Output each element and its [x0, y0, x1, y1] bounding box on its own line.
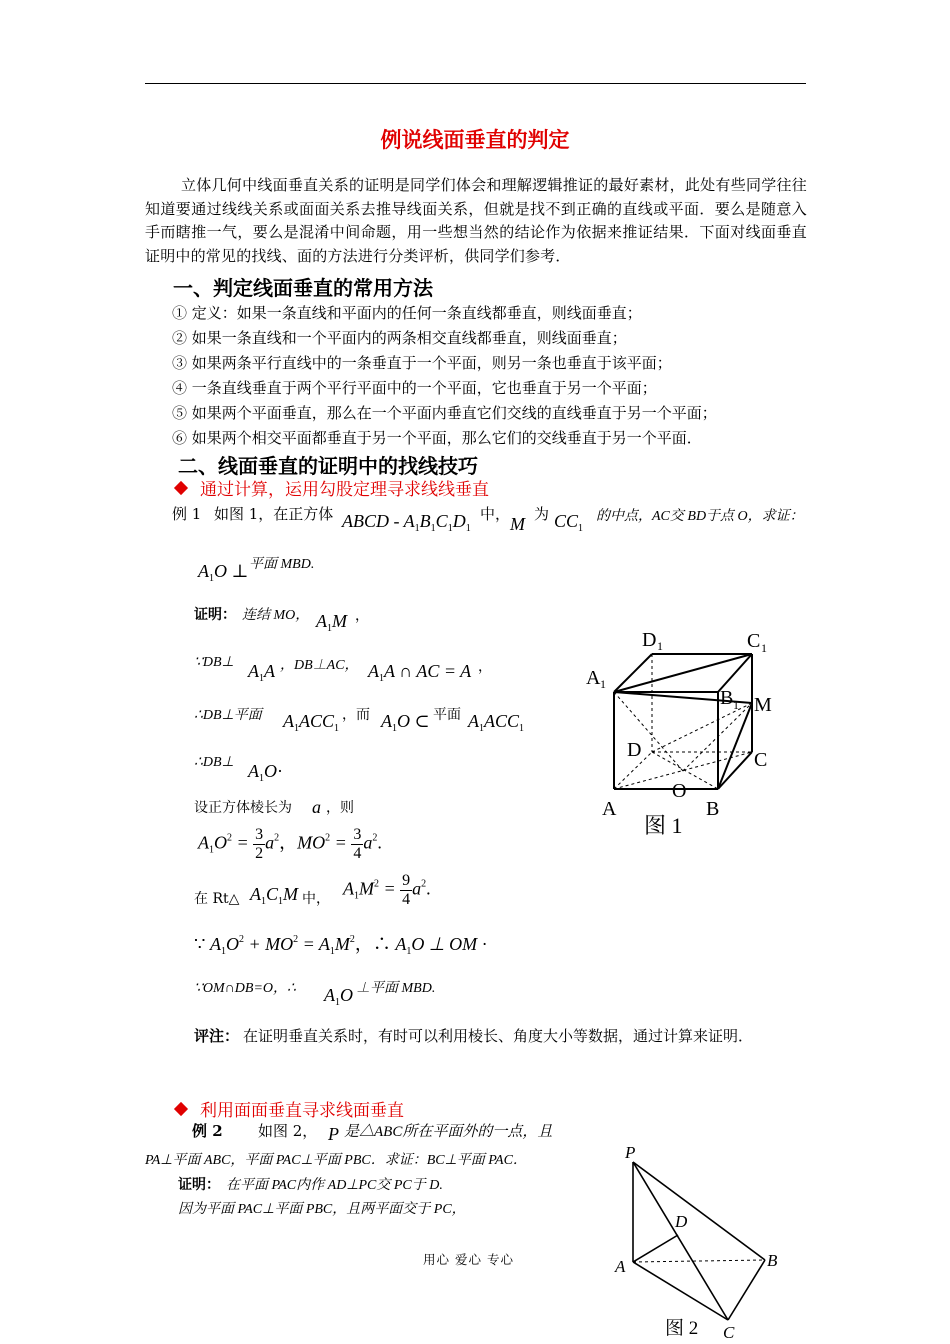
- math-eq-A1M2: $A_1M^2$ = $\frac{9}{4}$ $a^2$.: [343, 872, 431, 908]
- method-item: ③ 如果两条平行直线中的一条垂直于一个平面，则另一条也垂直于该平面；: [172, 354, 672, 372]
- header-rule: [145, 83, 806, 84]
- math-cube-name: ABCD - $A_1B_1C_1D_1$: [342, 511, 471, 534]
- math-A1C1M: $A_1C_1M$: [250, 884, 299, 907]
- proof-line-5b: ，则: [326, 800, 354, 816]
- example-1-text-e: 平面 MBD.: [249, 557, 315, 572]
- method-item: ④ 一条直线垂直于两个平行平面中的一个平面，它也垂直于另一个平面；: [172, 379, 657, 397]
- math-A1ACC1: $A_1ACC_1$: [283, 711, 340, 734]
- subheading-1: 通过计算，运用勾股定理寻求线线垂直: [176, 475, 489, 500]
- example-1-text-a: 如图 1，在正方体: [214, 505, 334, 523]
- math-M: M: [510, 514, 525, 534]
- proof-line-7b: 中，: [302, 891, 330, 907]
- math-A1O-subset: $A_1O$ ⊂: [381, 711, 430, 734]
- subheading-2: 利用面面垂直寻求线面垂直: [176, 1096, 404, 1121]
- fig1-label-A1-sub: 1: [600, 677, 606, 691]
- fig2-label-C: C: [723, 1323, 735, 1342]
- fig2-label-P: P: [625, 1143, 636, 1162]
- fig1-label-A1: A: [586, 667, 601, 689]
- fig1-label-M: M: [754, 694, 772, 716]
- page-title: 例说线面垂直的判定: [380, 127, 570, 152]
- example-2-text-b: 是△ABC所在平面外的一点，且: [344, 1124, 553, 1140]
- fig1-label-B1: B: [720, 687, 734, 709]
- math-A1A: $A_1A$: [248, 661, 275, 684]
- fig2-label-D: D: [675, 1212, 688, 1231]
- proof-line-7a: 在 Rt△: [194, 891, 240, 907]
- math-P: P: [328, 1124, 339, 1144]
- figure-2-tetrahedron: [605, 1140, 790, 1344]
- example-2-proof-label: 证明：: [178, 1177, 220, 1193]
- example-2-line-2: PA⊥平面 ABC，平面 PAC⊥平面 PBC．求证：BC⊥平面 PAC．: [145, 1153, 527, 1168]
- fig1-label-O: O: [672, 780, 687, 802]
- proof-line-2a: ∵DB⊥: [194, 655, 234, 670]
- method-item: ⑤ 如果两个平面垂直，那么在一个平面内垂直它们交线的直线垂直于另一个平面；: [172, 404, 717, 422]
- diamond-bullet-icon: [174, 1102, 188, 1116]
- math-A1ACC1-b: $A_1ACC_1$: [468, 711, 525, 734]
- method-item: ② 如果一条直线和一个平面内的两条相交直线都垂直，则线面垂直；: [172, 329, 627, 347]
- figure-1-cube: [580, 622, 790, 842]
- example-2-proof-2: 因为平面 PAC⊥平面 PBC，且两平面交于 PC，: [178, 1202, 466, 1217]
- math-A1M: $A_1M$: [316, 611, 347, 634]
- math-CC1: $CC_1$: [554, 511, 584, 534]
- method-item: ⑥ 如果两个相交平面都垂直于另一个平面，那么它们的交线垂直于另一个平面．: [172, 429, 702, 447]
- proof-comma: ，: [478, 659, 492, 675]
- fig2-caption: 图 2: [665, 1318, 699, 1339]
- example-1-label: 例 1: [172, 505, 202, 523]
- example-2-label: 例 2: [192, 1122, 223, 1140]
- fig1-label-B: B: [706, 798, 720, 820]
- math-A1A-cap-AC: $A_1A$ ∩ AC = A: [368, 661, 472, 684]
- proof-comma: ，: [355, 608, 369, 624]
- math-A1O-perp: $A_1O$ ⊥: [198, 561, 249, 584]
- proof-line-9b: ⊥平面 MBD.: [356, 981, 436, 996]
- example-2-text-a: 如图 2，: [258, 1122, 318, 1140]
- proof-line-3a: ∴DB⊥平面: [194, 708, 262, 723]
- proof-line-3b: ，而: [342, 707, 370, 723]
- comment-text: 在证明垂直关系时，有时可以利用棱长、角度大小等数据，通过计算来证明．: [243, 1027, 754, 1045]
- math-because-sum: ∵ $A_1O^2 + MO^2 = A_1M^2$，∴ $A_1O$ ⊥ OM ·: [194, 934, 488, 957]
- page-footer: 用心 爱心 专心: [423, 1252, 514, 1267]
- proof-line-2b: ，DB⊥AC，: [280, 658, 359, 673]
- section-heading-1: 一、判定线面垂直的常用方法: [173, 276, 433, 300]
- example-1-text-d: 的中点，AC交 BD于点 O，求证：: [596, 509, 804, 524]
- fig1-label-C1: C: [747, 630, 761, 652]
- proof-line-3c: 平面: [433, 707, 461, 723]
- proof-line-9a: ∵OM∩DB=O，∴: [194, 981, 296, 996]
- fig1-caption: 图 1: [644, 813, 683, 838]
- comment-label: 评注：: [194, 1027, 240, 1045]
- example-1-text-b: 中，: [480, 505, 511, 523]
- fig2-label-B: B: [767, 1251, 778, 1270]
- fig1-label-D: D: [627, 739, 642, 761]
- fig1-label-B1-sub: 1: [733, 698, 739, 712]
- fig1-label-A: A: [602, 798, 617, 820]
- math-eq-A1O2: $A_1O^2$ = $\frac{3}{2}$ $a^2$，$MO^2$ = $\frac{3}{4}$ $a^2$.: [198, 826, 382, 862]
- section-heading-2: 二、线面垂直的证明中的找线技巧: [178, 454, 478, 478]
- proof-line-1: 连结 MO，: [242, 608, 310, 623]
- intro-paragraph: 立体几何中线面垂直关系的证明是同学们体会和理解逻辑推证的最好素材，此处有些同学往往知道要通过线线关系或面面关系去推导线面关系，但就是找不到正确的直线或平面．要么是随意入手而瞎推一气，要么是混淆中间命题，用一些想当然的结论作为依据来推证结果．下面对线面垂直证明中的常见的找线、面的方法进行分类评析，供同学们参考．: [145, 176, 807, 265]
- math-A1O-dot: $A_1O\cdot$: [248, 761, 283, 784]
- method-item: ① 定义：如果一条直线和平面内的任何一条直线都垂直，则线面垂直；: [172, 304, 642, 322]
- fig1-label-D1-sub: 1: [657, 639, 663, 653]
- proof-line-5: 设正方体棱长为: [194, 800, 292, 816]
- example-1-text-c: 为: [534, 505, 550, 523]
- example-2-proof-1: 在平面 PAC内作 AD⊥PC交 PC于 D.: [226, 1178, 443, 1193]
- fig1-label-C: C: [754, 749, 768, 771]
- math-A1O-final: $A_1O$: [324, 985, 353, 1008]
- diamond-bullet-icon: [174, 481, 188, 495]
- math-a: a: [312, 797, 321, 817]
- fig2-label-A: A: [615, 1257, 626, 1276]
- fig1-label-D1: D: [642, 629, 657, 651]
- proof-label: 证明：: [194, 607, 236, 623]
- fig1-label-C1-sub: 1: [761, 641, 767, 655]
- proof-line-4a: ∴DB⊥: [194, 755, 234, 770]
